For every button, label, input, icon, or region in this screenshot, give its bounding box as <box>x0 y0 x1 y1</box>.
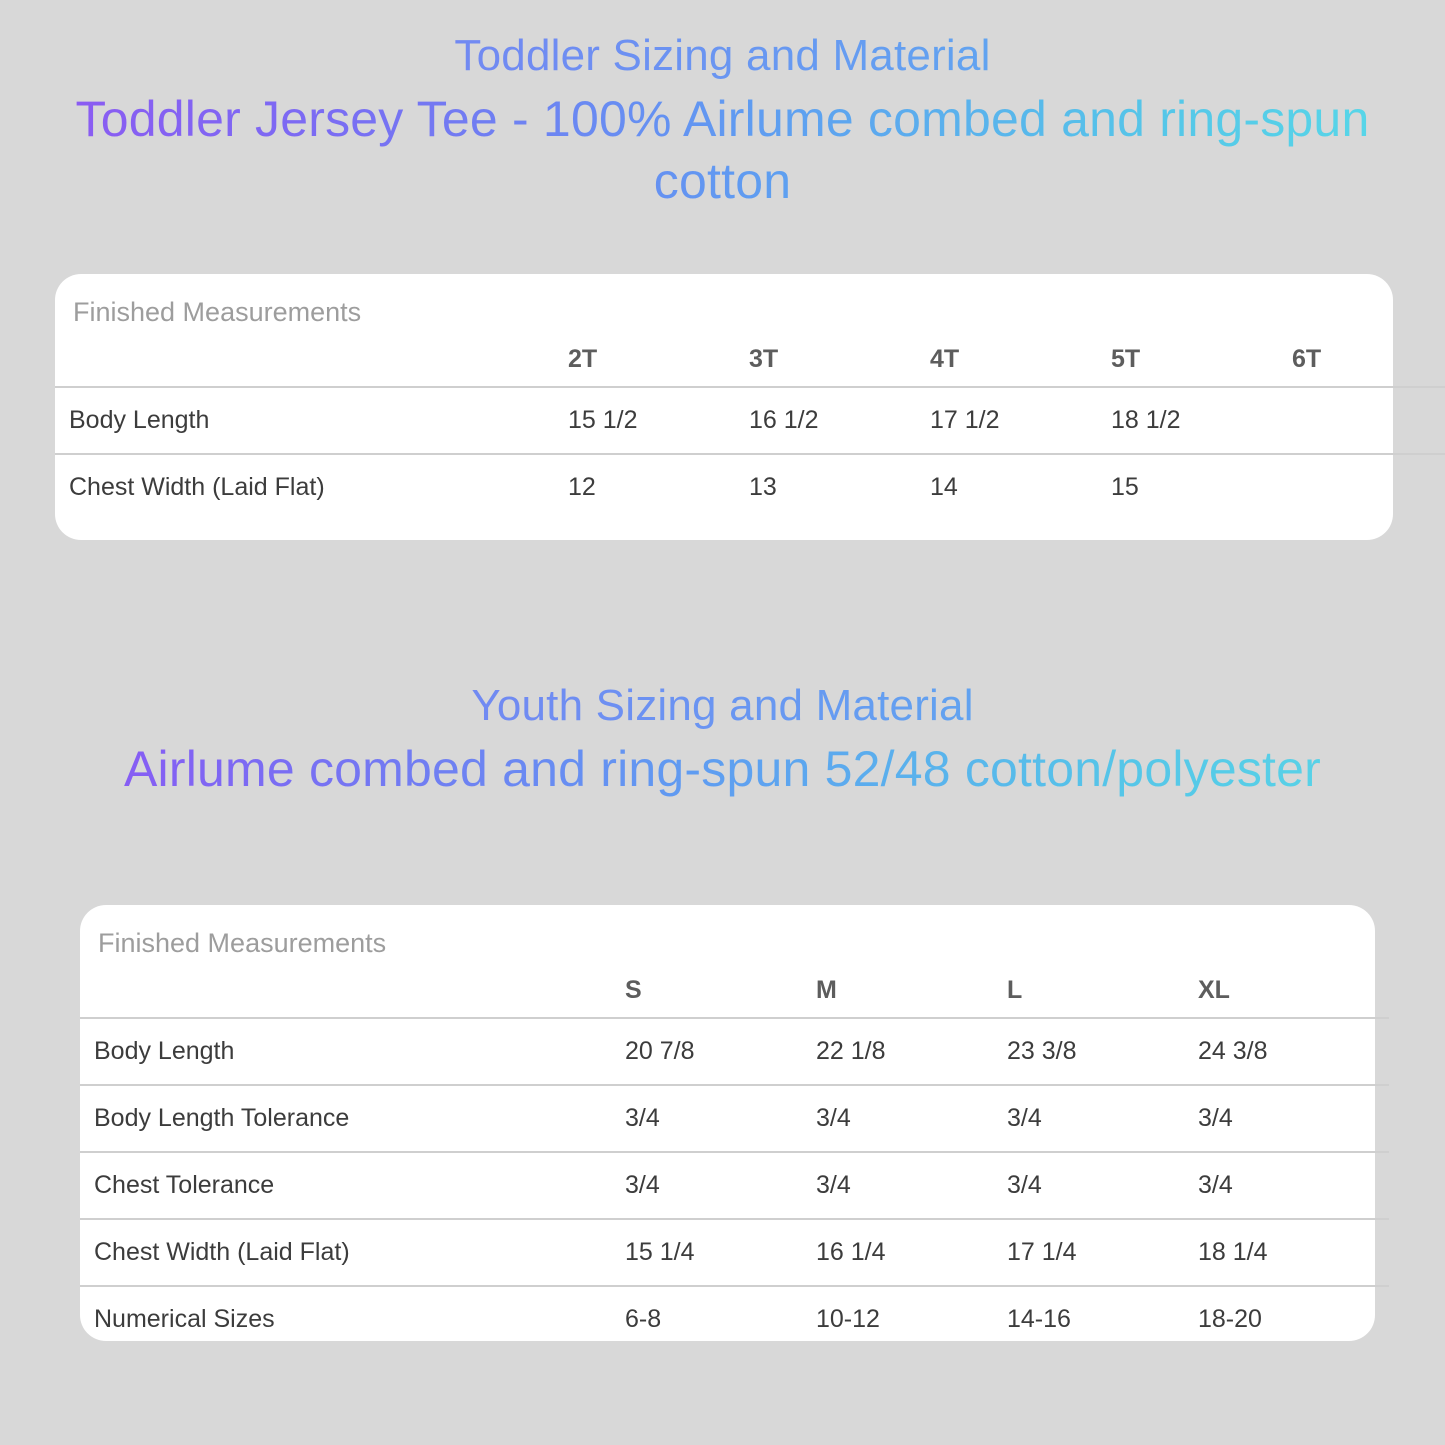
youth-row-1-col-2: 3/4 <box>1007 1085 1198 1152</box>
youth-row-2-col-1: 3/4 <box>816 1152 1007 1219</box>
youth-header-row <box>80 963 1389 1018</box>
table-row <box>80 1018 1389 1085</box>
youth-header-xl: XL <box>1198 963 1389 1018</box>
toddler-size-table <box>55 332 1445 520</box>
toddler-row-0-col-2: 17 1/2 <box>930 387 1111 454</box>
toddler-heading-subtitle: Toddler Sizing and Material <box>0 24 1445 88</box>
youth-row-1-col-0: 3/4 <box>625 1085 816 1152</box>
toddler-row-1-col-0: 12 <box>568 473 596 501</box>
youth-row-3-label: Chest Width (Laid Flat) <box>80 1219 625 1286</box>
toddler-header-2t: 2T <box>568 332 749 387</box>
youth-size-card <box>80 905 1375 1341</box>
toddler-header-6t: 6T <box>1292 332 1445 387</box>
youth-row-3-col-3: 18 1/4 <box>1198 1219 1389 1286</box>
youth-header-rowlabel <box>80 963 625 1018</box>
toddler-table-head <box>55 332 1445 387</box>
youth-header-m: M <box>816 963 1007 1018</box>
youth-header-s: S <box>625 963 816 1018</box>
toddler-row-1-col-1: 13 <box>749 473 777 501</box>
toddler-row-0-label: Body Length <box>55 387 568 454</box>
toddler-heading-main: Toddler Jersey Tee - 100% Airlume combed and ring-spun cotton <box>0 88 1445 212</box>
youth-table-head <box>80 963 1389 1018</box>
youth-row-0-label: Body Length <box>80 1018 625 1085</box>
toddler-row-0-col-0: 15 1/2 <box>568 387 749 454</box>
youth-row-4-col-0: 6-8 <box>625 1305 662 1333</box>
youth-table-body <box>80 1018 1389 1352</box>
youth-row-2-col-3: 3/4 <box>1198 1152 1389 1219</box>
youth-row-1-label: Body Length Tolerance <box>80 1085 625 1152</box>
youth-card-caption: Finished Measurements <box>98 928 387 958</box>
youth-row-3-col-1: 16 1/4 <box>816 1219 1007 1286</box>
table-row <box>55 454 1445 520</box>
toddler-header-row <box>55 332 1445 387</box>
toddler-row-0-col-4 <box>1292 387 1445 454</box>
youth-row-2-col-0: 3/4 <box>625 1152 816 1219</box>
youth-header-l: L <box>1007 963 1198 1018</box>
toddler-size-card <box>55 274 1393 540</box>
table-row <box>80 1286 1389 1352</box>
youth-row-3-col-2: 17 1/4 <box>1007 1219 1198 1286</box>
toddler-row-1-col-3: 15 <box>1111 473 1139 501</box>
youth-row-4-col-1: 10-12 <box>816 1305 880 1333</box>
toddler-row-1-col-4 <box>1292 454 1445 520</box>
youth-row-4-label: Numerical Sizes <box>94 1305 275 1333</box>
youth-row-4-col-2: 14-16 <box>1007 1305 1071 1333</box>
youth-heading-subtitle: Youth Sizing and Material <box>0 674 1445 738</box>
table-row <box>80 1152 1389 1219</box>
youth-row-0-col-1: 22 1/8 <box>816 1018 1007 1085</box>
toddler-row-1-col-2: 14 <box>930 473 958 501</box>
youth-heading-main: Airlume combed and ring-spun 52/48 cotton/polyester <box>0 738 1445 800</box>
youth-row-1-col-3: 3/4 <box>1198 1085 1389 1152</box>
toddler-card-caption: Finished Measurements <box>73 297 362 327</box>
table-row <box>55 387 1445 454</box>
youth-row-0-col-2: 23 3/8 <box>1007 1018 1198 1085</box>
youth-row-0-col-0: 20 7/8 <box>625 1018 816 1085</box>
youth-row-2-col-2: 3/4 <box>1007 1152 1198 1219</box>
youth-row-0-col-3: 24 3/8 <box>1198 1018 1389 1085</box>
toddler-header-3t: 3T <box>749 332 930 387</box>
youth-row-4-col-3: 18-20 <box>1198 1305 1262 1333</box>
toddler-header-5t: 5T <box>1111 332 1292 387</box>
youth-size-table <box>80 963 1389 1352</box>
toddler-table-body <box>55 387 1445 520</box>
youth-row-1-col-1: 3/4 <box>816 1085 1007 1152</box>
youth-row-2-label: Chest Tolerance <box>80 1152 625 1219</box>
toddler-header-4t: 4T <box>930 332 1111 387</box>
toddler-heading-block <box>0 24 1445 212</box>
youth-row-3-col-0: 15 1/4 <box>625 1219 816 1286</box>
youth-heading-block <box>0 674 1445 800</box>
table-row <box>80 1085 1389 1152</box>
toddler-header-rowlabel <box>55 332 568 387</box>
toddler-row-1-label: Chest Width (Laid Flat) <box>69 473 325 501</box>
toddler-row-0-col-3: 18 1/2 <box>1111 387 1292 454</box>
toddler-row-0-col-1: 16 1/2 <box>749 387 930 454</box>
table-row <box>80 1219 1389 1286</box>
